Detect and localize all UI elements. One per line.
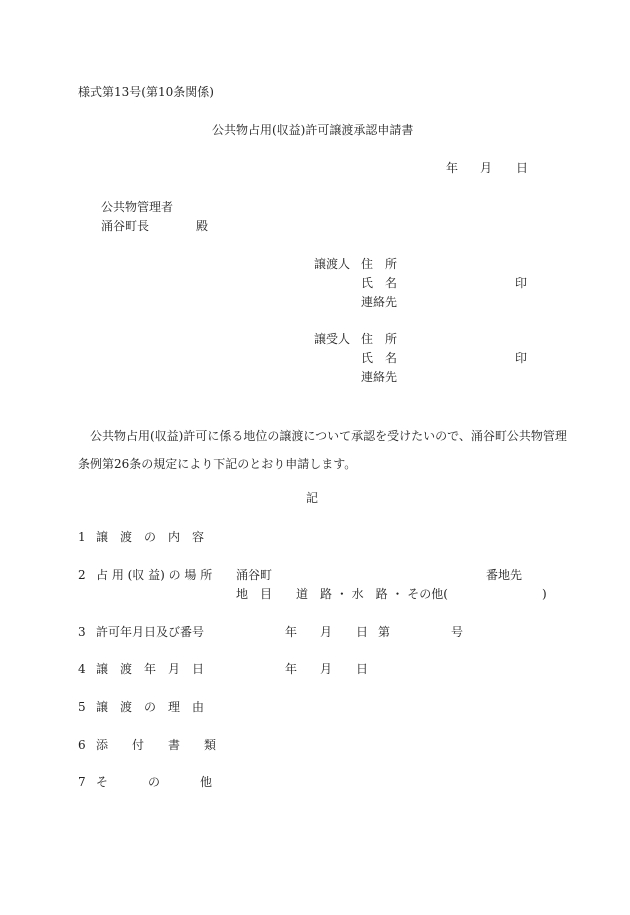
item7-number: 7 (78, 775, 86, 789)
transferee-seal: 印 (515, 351, 528, 365)
item2-number: 2 (78, 568, 86, 582)
item1-number: 1 (78, 530, 86, 544)
ki-heading: 記 (306, 491, 319, 505)
transferor-seal: 印 (515, 276, 528, 290)
item4-label: 譲 渡 年 月 日 (96, 662, 205, 676)
item3-month: 月 (320, 625, 333, 639)
item4-number: 4 (78, 662, 86, 676)
form-number: 様式第13号(第10条関係) (78, 85, 214, 99)
item4-day: 日 (356, 662, 369, 676)
transferee-contact-label: 連絡先 (361, 370, 398, 384)
item2-label: 占 用 (収 益) の 場 所 (96, 568, 213, 582)
item2-close-paren: ) (542, 587, 547, 601)
item7-label-mid: の (148, 775, 161, 789)
item3-go: 号 (451, 625, 464, 639)
addressee-honorific: 殿 (196, 219, 209, 233)
date-day: 日 (516, 161, 529, 175)
item7-label-end: 他 (200, 775, 213, 789)
item3-dai: 第 (378, 625, 391, 639)
transferee-label: 譲受人 (314, 332, 351, 346)
item4-month: 月 (320, 662, 333, 676)
item6-label: 添 付 書 類 (96, 738, 217, 752)
date-year: 年 (446, 161, 459, 175)
item3-label: 許可年月日及び番号 (96, 625, 205, 639)
item2-town: 涌谷町 (236, 568, 273, 582)
item2-banchi: 番地先 (486, 568, 523, 582)
transferor-address-label: 住 所 (361, 257, 398, 271)
date-month: 月 (480, 161, 493, 175)
transferor-label: 譲渡人 (314, 257, 351, 271)
transferee-name-label: 氏 名 (361, 351, 398, 365)
item4-year: 年 (285, 662, 298, 676)
document-title: 公共物占用(収益)許可譲渡承認申請書 (212, 123, 414, 137)
item5-number: 5 (78, 700, 86, 714)
item1-label: 譲 渡 の 内 容 (96, 530, 205, 544)
item5-label: 譲 渡 の 理 由 (96, 700, 205, 714)
item2-chimoku-label: 地 目 (236, 587, 273, 601)
transferor-contact-label: 連絡先 (361, 295, 398, 309)
item3-number: 3 (78, 625, 86, 639)
body-paragraph (78, 422, 578, 478)
item7-label: そ (96, 775, 109, 789)
item2-land-options: 道 路 ・ 水 路 ・ その他( (296, 587, 448, 601)
item3-day: 日 (356, 625, 369, 639)
addressee-line1: 公共物管理者 (101, 200, 174, 214)
transferor-name-label: 氏 名 (361, 276, 398, 290)
addressee-line2: 涌谷町長 (101, 219, 150, 233)
transferee-address-label: 住 所 (361, 332, 398, 346)
item3-year: 年 (285, 625, 298, 639)
body-text: 公共物占用(収益)許可に係る地位の譲渡について承認を受けたいので、涌谷町公共物管理条例第26条の規定により下記のとおり申請します。 (78, 429, 567, 471)
item6-number: 6 (78, 738, 86, 752)
